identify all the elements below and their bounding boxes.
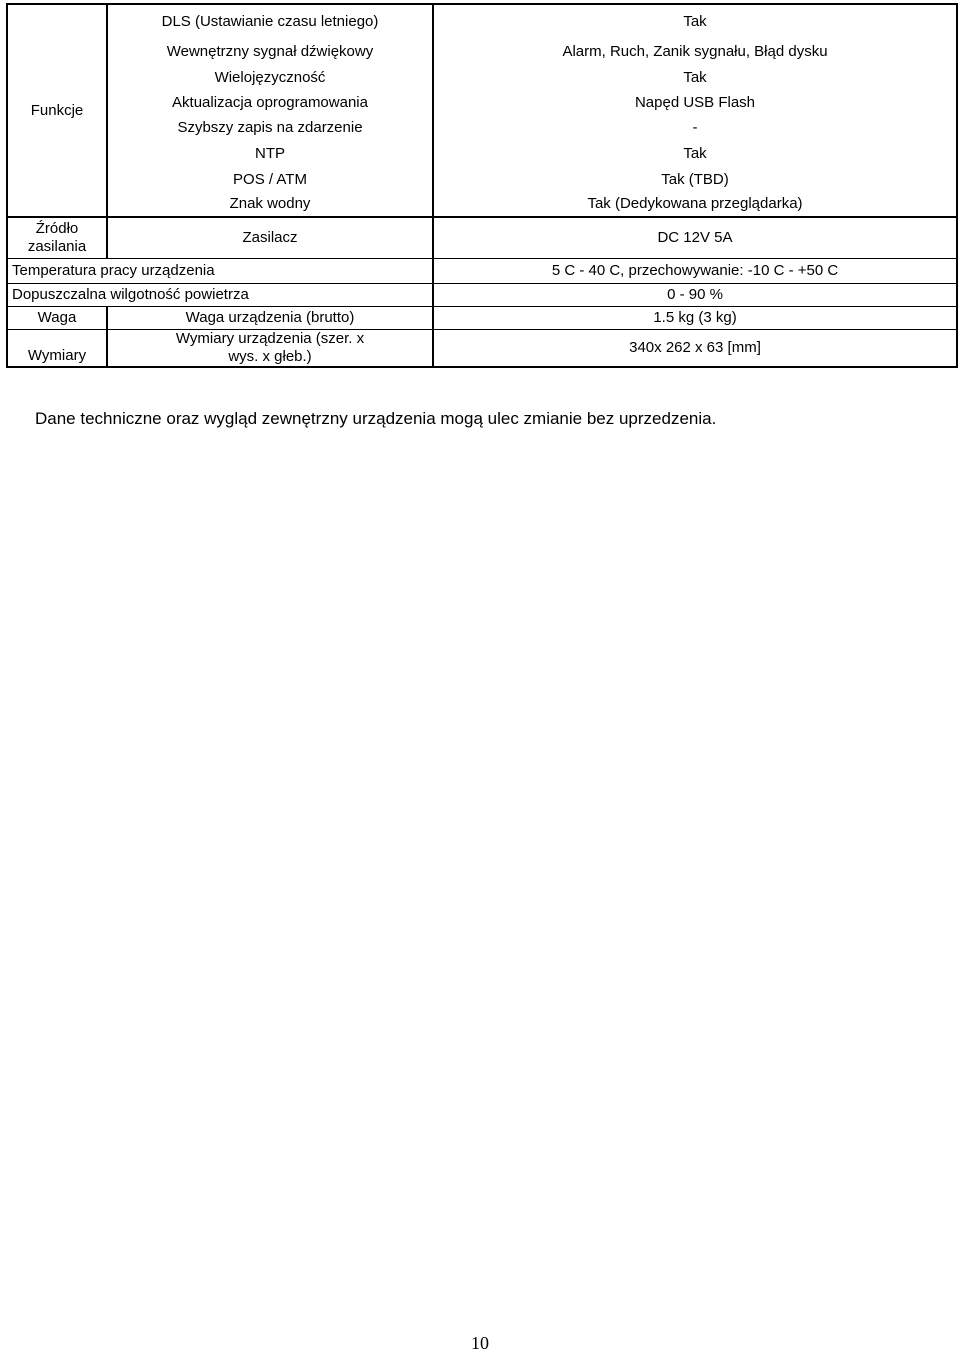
table-row — [7, 65, 957, 90]
spec-label-cell — [107, 191, 433, 217]
spec-value-ntp: Tak — [683, 145, 707, 162]
spec-value-power-supply: DC 12V 5A — [657, 229, 733, 247]
spec-value-dimensions: 340x 262 x 63 [mm] — [629, 339, 761, 357]
spec-value-multilanguage: Tak — [683, 69, 707, 86]
spec-value-dls: Tak — [683, 13, 707, 30]
spec-value-weight: 1.5 kg (3 kg) — [653, 309, 737, 326]
spec-label-event-recording: Szybszy zapis na zdarzenie — [177, 119, 363, 136]
spec-value-cell — [433, 140, 957, 167]
spec-value-watermark: Tak (Dedykowana przeglądarka) — [587, 195, 803, 212]
power-category-label: Źródło zasilania — [27, 219, 87, 255]
spec-label-cell — [107, 65, 433, 90]
spec-label-cell — [107, 167, 433, 191]
spec-label-multilanguage: Wielojęzyczność — [214, 69, 326, 86]
spec-label-cell — [107, 140, 433, 167]
spec-label-ntp: NTP — [255, 145, 285, 162]
table-row — [7, 90, 957, 115]
spec-value-cell — [433, 217, 957, 258]
power-category-cell — [7, 217, 107, 258]
dimensions-category-cell — [7, 329, 107, 367]
table-row — [7, 283, 957, 306]
specifications-table — [6, 3, 958, 368]
spec-label-temperature: Temperatura pracy urządzenia — [12, 262, 215, 279]
spec-label-cell — [107, 115, 433, 140]
spec-value-cell — [433, 65, 957, 90]
spec-label-firmware-update: Aktualizacja oprogramowania — [172, 94, 368, 111]
functions-category-label: Funkcje — [30, 102, 84, 119]
table-row — [7, 115, 957, 140]
table-row — [7, 140, 957, 167]
spec-value-firmware-update: Napęd USB Flash — [634, 94, 756, 111]
spec-label-weight: Waga urządzenia (brutto) — [185, 309, 355, 326]
spec-label-cell — [107, 217, 433, 258]
spec-value-cell — [433, 258, 957, 283]
spec-label-cell — [107, 38, 433, 65]
table-row — [7, 191, 957, 217]
spec-label-watermark: Znak wodny — [229, 195, 311, 212]
spec-label-cell — [107, 306, 433, 329]
spec-value-cell — [433, 4, 957, 38]
spec-value-temperature: 5 C - 40 C, przechowywanie: -10 C - +50 C — [551, 262, 839, 279]
table-row — [7, 258, 957, 283]
table-row — [7, 167, 957, 191]
spec-label-cell — [107, 329, 433, 367]
spec-value-humidity: 0 - 90 % — [667, 286, 723, 303]
spec-label-dls: DLS (Ustawianie czasu letniego) — [161, 13, 379, 30]
spec-label-power-supply: Zasilacz — [242, 229, 298, 247]
weight-category-cell — [7, 306, 107, 329]
spec-value-cell — [433, 38, 957, 65]
spec-value-cell — [433, 329, 957, 367]
spec-value-event-recording: - — [692, 119, 698, 136]
spec-value-cell — [433, 283, 957, 306]
disclaimer-note: Dane techniczne oraz wygląd zewnętrzny urządzenia mogą ulec zmianie bez uprzedzenia. — [35, 409, 717, 428]
spec-label-cell — [107, 4, 433, 38]
spec-value-cell — [433, 90, 957, 115]
page-number: 10 — [471, 1333, 489, 1353]
spec-label-buzzer: Wewnętrzny sygnał dźwiękowy — [166, 43, 374, 60]
spec-label-cell — [107, 90, 433, 115]
spec-label-humidity: Dopuszczalna wilgotność powietrza — [12, 286, 249, 303]
spec-value-pos-atm: Tak (TBD) — [661, 170, 729, 188]
table-row — [7, 38, 957, 65]
weight-category-label: Waga — [37, 309, 77, 326]
spec-label-cell — [7, 283, 433, 306]
functions-category-cell — [7, 4, 107, 217]
table-row — [7, 306, 957, 329]
spec-label-pos-atm: POS / ATM — [233, 170, 307, 188]
table-row — [7, 4, 957, 38]
spec-value-cell — [433, 306, 957, 329]
spec-value-cell — [433, 191, 957, 217]
table-row — [7, 217, 957, 258]
spec-label-dimensions: Wymiary urządzenia (szer. x wys. x głeb.) — [175, 329, 365, 365]
dimensions-category-label: Wymiary — [27, 347, 87, 364]
spec-label-cell — [7, 258, 433, 283]
table-row — [7, 329, 957, 367]
spec-value-cell — [433, 167, 957, 191]
spec-value-cell — [433, 115, 957, 140]
spec-value-buzzer: Alarm, Ruch, Zanik sygnału, Błąd dysku — [562, 43, 828, 60]
